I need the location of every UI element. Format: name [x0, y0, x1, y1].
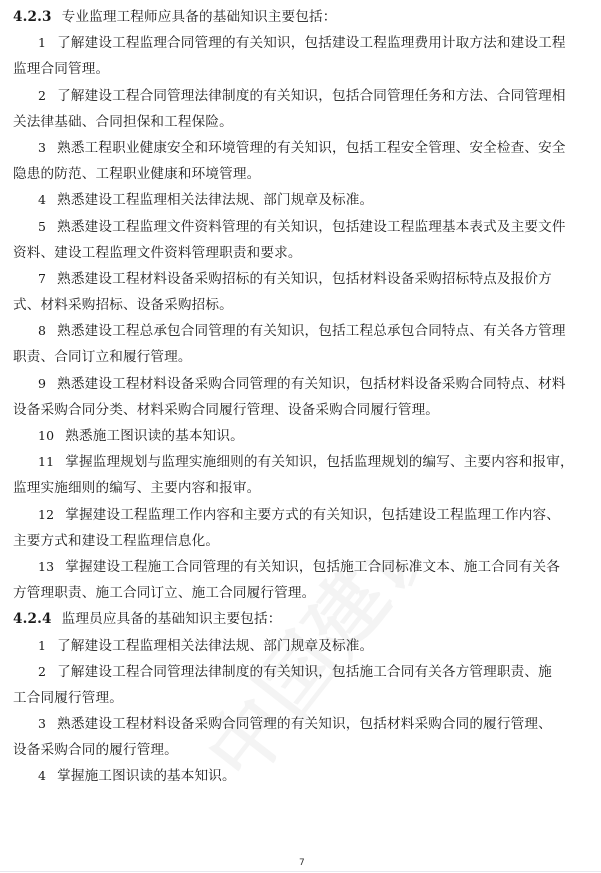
- list-item: [13, 633, 591, 659]
- item-text: 了解建设工程监理合同管理的有关知识，包括建设工程监理费用计取方法和建设工程: [57, 35, 566, 52]
- section-number: 4.2.4: [13, 611, 52, 628]
- list-item: [13, 423, 591, 449]
- item-continuation: 设备采购合同分类、材料采购合同履行管理、设备采购合同履行管理。: [13, 401, 440, 418]
- item-continuation: 监理实施细则的编写、主要内容和报审。: [13, 480, 261, 497]
- item-number: 12: [38, 506, 55, 522]
- item-text: 熟悉工程职业健康安全和环境管理的有关知识，包括工程安全管理、安全检查、安全: [57, 139, 566, 156]
- item-text: 熟悉建设工程材料设备采购合同管理的有关知识，包括材料采购合同的履行管理、: [57, 716, 552, 733]
- item-number: 1: [38, 637, 47, 653]
- item-number: 1: [38, 35, 47, 51]
- item-number: 11: [38, 454, 55, 470]
- item-text: 了解建设工程合同管理法律制度的有关知识，包括施工合同有关各方管理职责、施: [57, 663, 552, 680]
- document-body: [13, 4, 591, 790]
- section-title: 专业监理工程师应具备的基础知识主要包括：: [61, 9, 337, 25]
- section-heading: [13, 4, 591, 30]
- item-text: 熟悉施工图识读的基本知识。: [65, 428, 244, 444]
- item-number: 2: [38, 663, 47, 679]
- list-item: [13, 30, 591, 56]
- list-item: [13, 371, 591, 397]
- list-item: [13, 83, 591, 109]
- list-item: [13, 318, 591, 344]
- item-text: 掌握建设工程监理工作内容和主要方式的有关知识，包括建设工程监理工作内容、: [65, 506, 560, 523]
- item-number: 5: [38, 218, 47, 234]
- item-continuation: 关法律基础、合同担保和工程保险。: [13, 113, 233, 130]
- list-item: [13, 214, 591, 240]
- item-continuation: 资料、建设工程监理文件资料管理职责和要求。: [13, 244, 302, 261]
- item-number: 4: [38, 768, 47, 784]
- item-number: 7: [38, 270, 47, 286]
- section-heading: [13, 606, 591, 632]
- list-item: [13, 554, 591, 580]
- item-continuation: 设备采购合同的履行管理。: [13, 742, 178, 759]
- item-number: 2: [38, 87, 47, 103]
- item-text: 熟悉建设工程材料设备采购招标的有关知识，包括材料设备采购招标特点及报价方: [57, 270, 552, 287]
- list-item: [13, 266, 591, 292]
- list-item: [13, 502, 591, 528]
- item-continuation: 监理合同管理。: [13, 61, 110, 78]
- section-number: 4.2.3: [13, 9, 52, 25]
- item-text: 了解建设工程监理相关法律法规、部门规章及标准。: [57, 637, 374, 654]
- list-item: [13, 763, 591, 789]
- item-continuation: 隐患的防范、工程职业健康和环境管理。: [13, 166, 261, 183]
- item-number: 3: [38, 716, 47, 732]
- item-number: 10: [38, 428, 55, 443]
- section-title: 监理员应具备的基础知识主要包括：: [61, 611, 282, 628]
- item-continuation: 工合同履行管理。: [13, 689, 123, 706]
- item-number: 13: [38, 558, 55, 574]
- item-number: 4: [38, 192, 47, 208]
- item-continuation: 主要方式和建设工程监理信息化。: [13, 532, 220, 549]
- item-text: 熟悉建设工程材料设备采购合同管理的有关知识，包括材料设备采购合同特点、材料: [57, 375, 566, 392]
- item-number: 3: [38, 139, 47, 155]
- list-item: [13, 187, 591, 213]
- item-number: 8: [38, 323, 47, 339]
- item-text: 熟悉建设工程监理文件资料管理的有关知识，包括建设工程监理基本表式及主要文件: [57, 218, 566, 235]
- footer-divider: [0, 871, 601, 872]
- item-continuation: 式、材料采购招标、设备采购招标。: [13, 297, 233, 314]
- item-text: 熟悉建设工程总承包合同管理的有关知识，包括工程总承包合同特点、有关各方管理: [57, 323, 566, 340]
- item-number: 9: [38, 375, 47, 391]
- list-item: [13, 711, 591, 737]
- item-text: 掌握施工图识读的基本知识。: [57, 768, 236, 785]
- list-item: [13, 135, 591, 161]
- item-text: 掌握监理规划与监理实施细则的有关知识，包括监理规划的编写、主要内容和报审，: [65, 454, 574, 471]
- item-text: 熟悉建设工程监理相关法律法规、部门规章及标准。: [57, 192, 374, 209]
- page-number: 7: [299, 858, 305, 868]
- item-text: 了解建设工程合同管理法律制度的有关知识，包括合同管理任务和方法、合同管理相: [57, 87, 566, 104]
- list-item: [13, 659, 591, 685]
- list-item: [13, 449, 591, 475]
- item-continuation: 方管理职责、施工合同订立、施工合同履行管理。: [13, 585, 316, 602]
- item-continuation: 职责、合同订立和履行管理。: [13, 349, 192, 366]
- item-text: 掌握建设工程施工合同管理的有关知识，包括施工合同标准文本、施工合同有关各: [65, 558, 560, 575]
